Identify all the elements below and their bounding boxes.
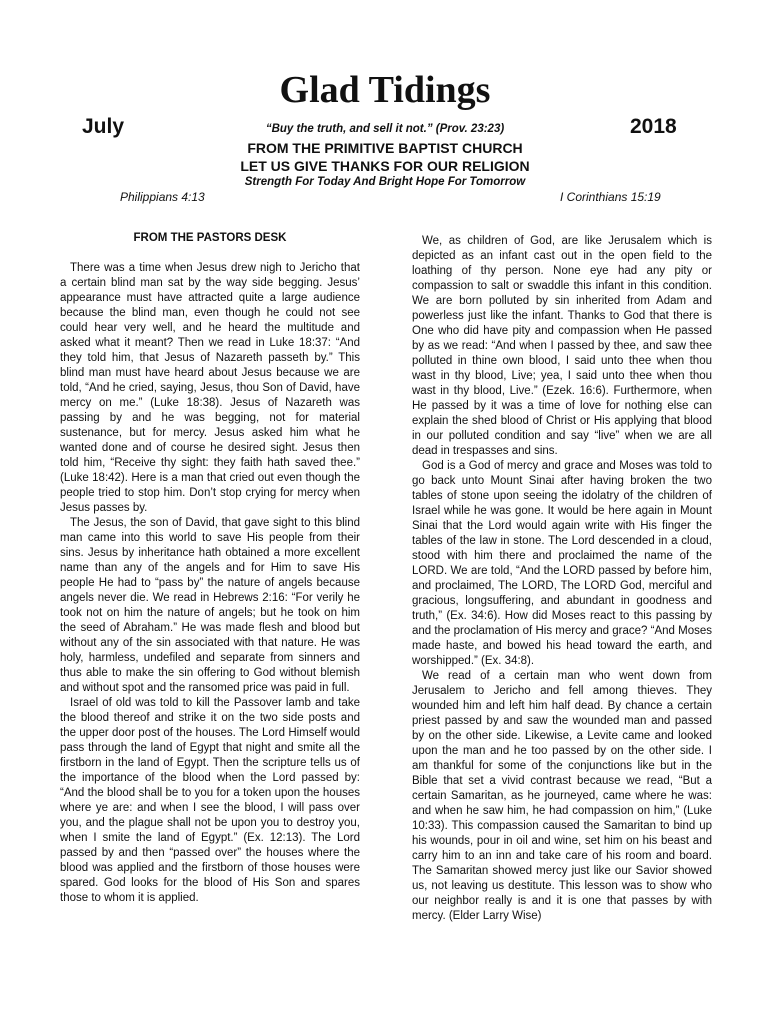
verse-right: I Corinthians 15:19 [560,190,661,204]
paragraph: We read of a certain man who went down from Jerusalem to Jericho and fell among thieves. They wounded him and left him half dead. By chance a certain priest passed by and saw the wounded man and passed by on the other side. Likewise, a Levite came and looked upon the man and he too passed by on the other side. I am thankful for some of the conjunctions like but in the Bible that set a vivid contrast because we read, “But a certain Samaritan, as he journeyed, came where he was: and when he saw him, he had compassion on him,” (Luke 10:33). This compassion caused the Samaritan to bind up his wounds, pour in oil and wine, set him on his beast and carry him to an inn and take care of his room and board. The Samaritan showed mercy just like our Savior showed us, not leaving us destitute. This lesson was to show who our neighbor really is and it is one that passes by with mercy. (Elder Larry Wise) [412,670,712,922]
left-column [60,231,360,906]
paragraph: Israel of old was told to kill the Passover lamb and take the blood thereof and strike it on the two side posts and the upper door post of the houses. The Lord Himself would pass through the land of Egypt that night and smite all the firstborn in the land of Egypt. Then the scripture tells us of the importance of the blood when the Lord passed by: “And the blood shall be to you for a token upon the houses where ye are: and when I see the blood, I will pass over you, and the plague shall not be upon you to destroy you, when I smite the land of Egypt.” (Ex. 12:13). The Lord passed by and then “passed over” the houses where the blood was applied and the firstborn of those houses were spared. God looks for the blood of His Son and spares those to whom it is applied. [60,697,360,904]
paragraph: There was a time when Jesus drew nigh to Jericho that a certain blind man sat by the way side begging. Jesus’ appearance must have attracted quite a large audience because the blind man, even though he could not see could hear very well, and he heard the multitude and asked what it meant? Then we read in Luke 18:37: “And they told him, that Jesus of Nazareth passeth by.” This blind man must have heard about Jesus because we are told, “And he cried, saying, Jesus, thou Son of David, have mercy on me.” (Luke 18:38). Jesus of Nazareth was passing by and he was begging, not for material sustenance, but for mercy. Jesus asked him what he wanted done and of course he desired sight. Jesus then told him, “Receive thy sight: they faith hath saved thee.” (Luke 18:42). Here is a man that cried out even though the people tried to stop him. Don’t stop crying for mercy when Jesus passes by. [60,262,360,514]
issue-month: July [82,115,125,138]
strength-tagline: Strength For Today And Bright Hope For Tomorrow [244,176,526,188]
church-line-1: FROM THE PRIMITIVE BAPTIST CHURCH [247,140,523,156]
church-line-2: LET US GIVE THANKS FOR OUR RELIGION [240,158,530,174]
section-heading: FROM THE PASTORS DESK [133,232,287,244]
right-column [412,234,712,924]
verse-left: Philippians 4:13 [120,190,205,204]
motto: “Buy the truth, and sell it not.” (Prov. 23:23) [265,123,505,135]
paragraph: We, as children of God, are like Jerusalem which is depicted as an infant cast out in the open field to the loathing of thy person. None eye had any pity or compassion to salt or swaddle this infant in this condition. We are born polluted by sin inherited from Adam and powerless just like the infant. Thanks to God that there is One who did have pity and compassion when He passed by as we read: “And when I passed by thee, and saw thee polluted in thine own blood, I said unto thee when thou wast in thy blood, Live; yea, I said unto thee when thou wast in thy blood, Live.” (Ezek. 16:6). Furthermore, when He passed by it was a time of love for nothing else can explain the shed blood of Christ or His applying that blood in our polluted condition and say “live” when we are all dead in trespasses and sins. [412,235,712,457]
issue-year: 2018 [630,115,677,138]
newsletter-title: Glad Tidings [279,69,491,111]
church-banner [0,139,770,175]
paragraph: The Jesus, the son of David, that gave sight to this blind man came into this world to save His people from their sins. Jesus by inheritance hath obtained a more excellent name than any of the angels and for Him to save His people He had to “pass by” the nature of angels because angels never die. We read in Hebrews 2:16: “For verily he took not on him the nature of angels; but he took on him the seed of Abraham.” He was made flesh and blood but without any of the sin associated with that nature. He was holy, harmless, undefiled and separate from sinners and thus able to make the sin offering to God without blemish and without spot and the ransomed price was paid in full. [60,517,360,694]
paragraph: God is a God of mercy and grace and Moses was told to go back unto Mount Sinai after having broken the two tables of stone upon seeing the idolatry of the children of Israel while he was gone. It would be here again in Mount Sinai that the Lord would again write with His finger the tables of the law in stone. The Lord descended in a cloud, stood with him there and proclaimed the name of the LORD. We are told, “And the LORD passed by before him, and proclaimed, The LORD, The LORD God, merciful and gracious, longsuffering, and abundant in goodness and truth,” (Ex. 34:6). How did Moses react to this passing by and the proclamation of His mercy and grace? “And Moses made haste, and bowed his head toward the earth, and worshipped.” (Ex. 34:8). [412,460,712,667]
